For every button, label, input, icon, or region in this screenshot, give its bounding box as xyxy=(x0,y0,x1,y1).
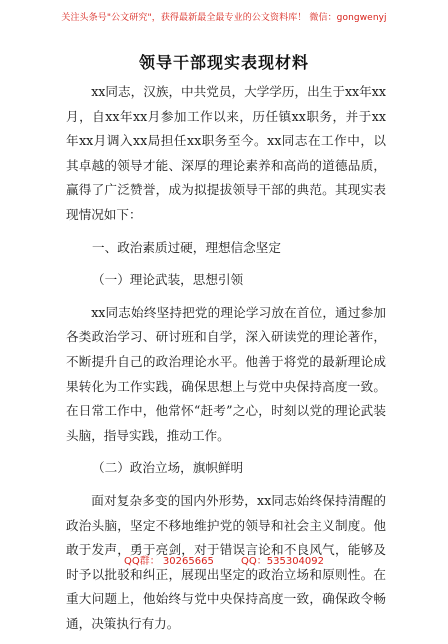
section-heading-1: 一、政治素质过硬，理想信念坚定 xyxy=(92,239,281,255)
subsection-heading-2: （二）政治立场，旗帜鲜明 xyxy=(92,460,244,476)
footer-qq: QQ：535304092 xyxy=(241,556,325,567)
footer-qq-group: QQ群： 30265665 xyxy=(123,556,214,567)
header-banner: 关注头条号"公文研究"，获得最新最全最专业的公文资料库！ 微信：gongwenyj xyxy=(61,13,387,23)
footer-contact xyxy=(0,552,448,567)
subsection-heading-1: （一）理论武装，思想引领 xyxy=(92,272,244,288)
intro-paragraph: xx同志，汉族，中共党员，大学学历，出生于xx年xx月，自xx年xx月参加工作以来，历任镇xx职务，并于xx年xx月调入xx局担任xx职务至今。xx同志在工作中，以其卓越的领导才能、深厚的理论素养和高尚的道德品质，赢得了广泛赞誉，成为拟提拔领导干部的典范。其现实表现情况如下： xyxy=(66,84,386,222)
paragraph-political-stance: 面对复杂多变的国内外形势，xx同志始终保持清醒的政治头脑，坚定不移地维护党的领导和社会主义制度。他敢于发声，勇于亮剑，对于错误言论和不良风气，能够及时予以批驳和纠正，展现出坚定的政治立场和原则性。在重大问题上，他始终与党中央保持高度一致，确保政令畅通，决策执行有力。 xyxy=(66,492,386,631)
paragraph-theory: xx同志始终坚持把党的理论学习放在首位，通过参加各类政治学习、研讨班和自学，深入研读党的理论著作，不断提升自己的政治理论水平。他善于将党的最新理论成果转化为工作实践，确保思想上与党中央保持高度一致。在日常工作中，他常怀“赶考”之心，时刻以党的理论武装头脑，指导实践，推动工作。 xyxy=(66,304,386,443)
document-title: 领导干部现实表现材料 xyxy=(138,53,309,72)
